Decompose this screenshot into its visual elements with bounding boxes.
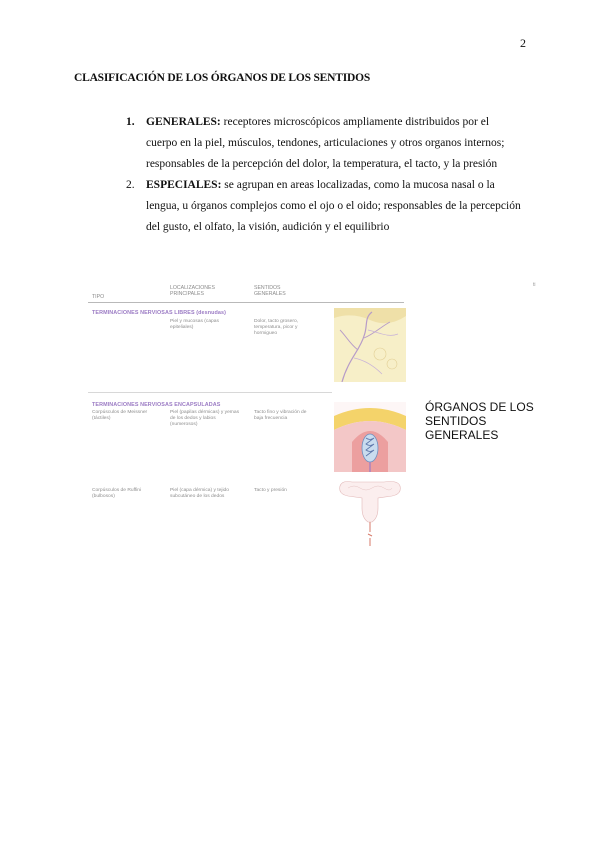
header-sentidos: SENTIDOS GENERALES <box>254 285 286 297</box>
page-number: 2 <box>520 36 526 50</box>
section-libres-title: TERMINACIONES NERVIOSAS LIBRES (desnudas) <box>92 310 226 316</box>
ruffini-tipo: Corpúsculos de Ruffini (bulbosos) <box>92 488 142 499</box>
section-divider <box>88 392 332 393</box>
meissner-sentidos: Tacto fino y vibración de baja frecuencia <box>254 410 307 421</box>
term-especiales: ESPECIALES: <box>146 179 222 191</box>
libres-sentidos: Dolor, tacto grosero, temperatura, picor y hormigueo <box>254 319 299 336</box>
page-title: CLASIFICACIÓN DE LOS ÓRGANOS DE LOS SENTIDOS <box>74 72 371 84</box>
description-especiales: se agrupan en areas localizadas, como la mucosa nasal o la lengua, u órganos complejos como el ojo o el oido; responsables de la percepción del gusto, el olfato, la visión, audición y el equilibrio <box>146 179 521 233</box>
figure-header <box>88 280 404 303</box>
ruffini-corpuscle-illustration <box>334 478 406 550</box>
side-caption: ÓRGANOS DE LOS SENTIDOS GENERALES <box>425 400 534 442</box>
meissner-corpuscle-illustration <box>334 402 406 472</box>
corner-mark: ti <box>533 282 536 288</box>
list-item-generales <box>126 112 522 175</box>
ruffini-localizacion: Piel (capa dérmica) y tejido subcutáneo de los dedos <box>170 488 229 499</box>
list-item-especiales <box>126 175 522 238</box>
term-generales: GENERALES: <box>146 116 221 128</box>
meissner-tipo: Corpúsculos de Meissner (táctiles) <box>92 410 148 421</box>
section-encapsuladas-title: TERMINACIONES NERVIOSAS ENCAPSULADAS <box>92 402 221 408</box>
free-nerve-endings-illustration <box>334 308 406 382</box>
meissner-localizacion: Piel (papilas dérmicas) y yemas de los dedos y labios (numerosos) <box>170 410 240 427</box>
description-generales: receptores microscópicos ampliamente distribuidos por el cuerpo en la piel, músculos, tendones, articulaciones y otros organos internos; responsables de la percepción del dolor, la temperatura, el tacto, y la presión <box>146 116 505 170</box>
header-localizaciones: LOCALIZACIONES PRINCIPALES <box>170 285 215 297</box>
libres-localizacion: Piel y mucosas (capas epiteliales) <box>170 319 219 330</box>
list-number: 1. <box>126 116 135 128</box>
classification-list <box>126 112 522 238</box>
header-tipo: TIPO <box>92 294 105 300</box>
ruffini-sentidos: Tacto y presión <box>254 488 287 493</box>
list-number: 2. <box>126 179 135 191</box>
receptor-figure <box>88 280 408 552</box>
